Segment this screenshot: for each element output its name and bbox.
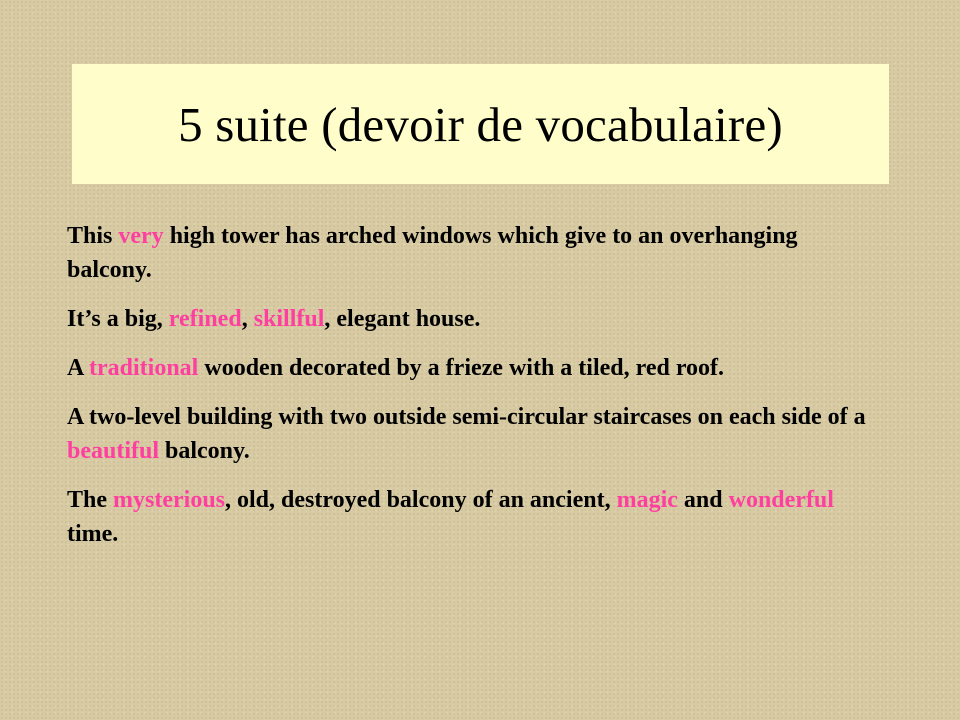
text-segment: high tower has arched windows which give to an overhanging balcony. (67, 223, 798, 283)
title-box (72, 64, 889, 184)
paragraph-balcony (67, 483, 887, 551)
highlighted-word: beautiful (67, 438, 160, 464)
paragraph-building (67, 400, 887, 468)
highlighted-word: wonderful (728, 487, 834, 513)
text-segment: A (67, 355, 90, 381)
text-segment: The (67, 487, 114, 513)
text-segment: and (677, 487, 729, 513)
highlighted-word: traditional (89, 355, 199, 381)
text-segment: time. (67, 521, 119, 547)
text-segment: A two-level building with two outside semi-circular staircases on each side of a (67, 404, 866, 430)
text-segment: balcony. (159, 438, 250, 464)
highlighted-word: magic (616, 487, 678, 513)
text-segment: , (241, 306, 254, 332)
text-segment: It’s a big, (67, 306, 169, 332)
slide-title: 5 suite (devoir de vocabulaire) (178, 96, 783, 152)
paragraph-house (67, 302, 887, 336)
text-segment: , old, destroyed balcony of an ancient, (225, 487, 617, 513)
highlighted-word: skillful (253, 306, 325, 332)
text-segment: , elegant house. (324, 306, 481, 332)
highlighted-word: very (118, 223, 164, 249)
highlighted-word: mysterious (113, 487, 225, 513)
paragraph-tower (67, 219, 887, 287)
highlighted-word: refined (168, 306, 242, 332)
slide-body (67, 219, 887, 566)
text-segment: wooden decorated by a frieze with a tiled, red roof. (198, 355, 725, 381)
paragraph-wooden (67, 351, 887, 385)
text-segment: This (67, 223, 119, 249)
